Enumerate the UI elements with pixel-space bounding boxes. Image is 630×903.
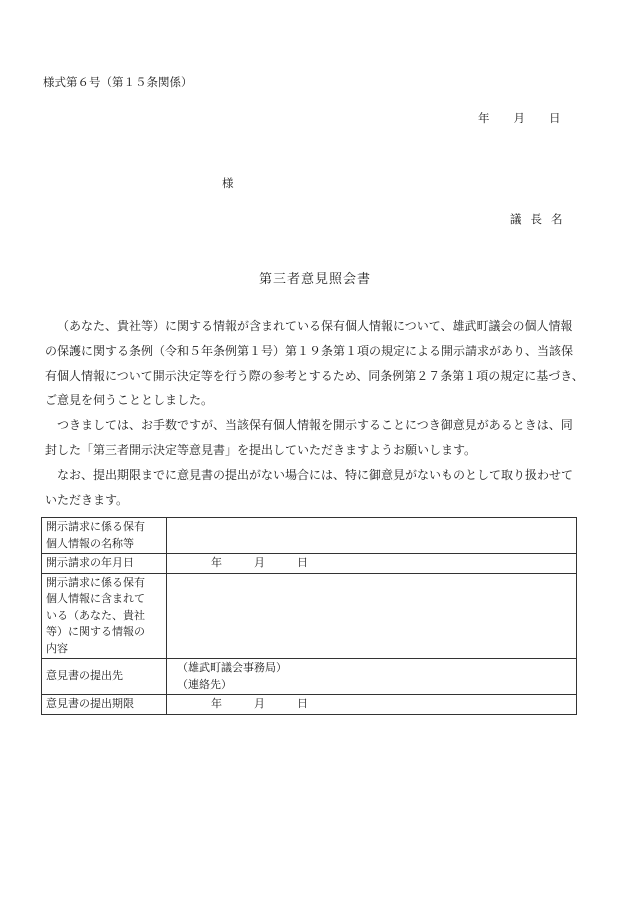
label-info-content [42, 573, 167, 659]
submit-to-office: （雄武町議会事務局） [177, 661, 287, 674]
table-row-deadline [42, 695, 577, 715]
request-date-month: 月 [254, 556, 265, 569]
label-request-date: 開示請求の年月日 [42, 554, 167, 574]
label-line: 個人情報に含まれて [46, 592, 145, 605]
text-line: いただきます。 [45, 492, 129, 507]
value-request-date[interactable] [167, 554, 577, 574]
label-submit-to: 意見書の提出先 [42, 659, 167, 695]
date-month: 月 [513, 111, 525, 125]
deadline-month: 月 [254, 697, 265, 710]
text-line: の保護に関する条例（令和５年条例第１号）第１９条第１項の規定による開示請求があり、当該保 [45, 343, 574, 358]
sender-name: 議長名 [510, 212, 572, 226]
addressee-honorific: 様 [222, 176, 234, 190]
label-line: 内容 [46, 641, 68, 655]
label-info-name [42, 518, 167, 554]
table-row-info-name [42, 518, 577, 554]
value-deadline[interactable] [167, 695, 577, 715]
table-row-info-content [42, 573, 577, 659]
deadline-year: 年 [211, 697, 222, 710]
label-deadline: 意見書の提出期限 [42, 695, 167, 715]
table-row-submit-to [42, 659, 577, 695]
form-number: 様式第６号（第１５条関係） [43, 75, 193, 89]
submit-to-contact: （連絡先） [177, 677, 232, 691]
label-line: 開示請求に係る保有 [46, 575, 145, 589]
value-submit-to [167, 659, 577, 695]
date-day: 日 [549, 111, 561, 125]
text-line: なお、提出期限までに意見書の提出がない場合には、特に御意見がないものとして取り扱わせて [57, 467, 574, 482]
paragraph-3 [45, 463, 590, 513]
label-line: いる（あなた、貴社 [46, 608, 145, 622]
date-year: 年 [478, 111, 490, 125]
text-line: （あなた、貴社等）に関する情報が含まれている保有個人情報について、雄武町議会の個人情報 [57, 319, 573, 333]
table-row-request-date [42, 554, 577, 574]
label-line: 個人情報の名称等 [46, 536, 134, 550]
text-line: 封した「第三者開示決定等意見書」を提出していただきますようお願いします。 [45, 442, 477, 457]
label-line: 等）に関する情報の [46, 625, 145, 638]
text-line: つきましては、お手数ですが、当該保有個人情報を開示することにつき御意見があるときは、同 [57, 418, 573, 433]
document-title: 第三者意見照会書 [258, 272, 371, 287]
paragraph-2 [45, 413, 590, 463]
request-date-day: 日 [297, 556, 308, 569]
value-info-name[interactable] [167, 518, 577, 554]
deadline-day: 日 [297, 697, 308, 710]
request-date-year: 年 [211, 556, 222, 569]
body-text [45, 314, 590, 512]
document-date [478, 113, 561, 125]
value-info-content[interactable] [167, 573, 577, 659]
paragraph-1 [45, 314, 590, 413]
label-line: 開示請求に係る保有 [46, 520, 145, 533]
info-table [41, 517, 577, 715]
text-line: ご意見を伺うこととしました。 [45, 393, 214, 408]
text-line: 有個人情報について開示決定等を行う際の参考とするため、同条例第２７条第１項の規定に基づき、 [45, 368, 584, 383]
